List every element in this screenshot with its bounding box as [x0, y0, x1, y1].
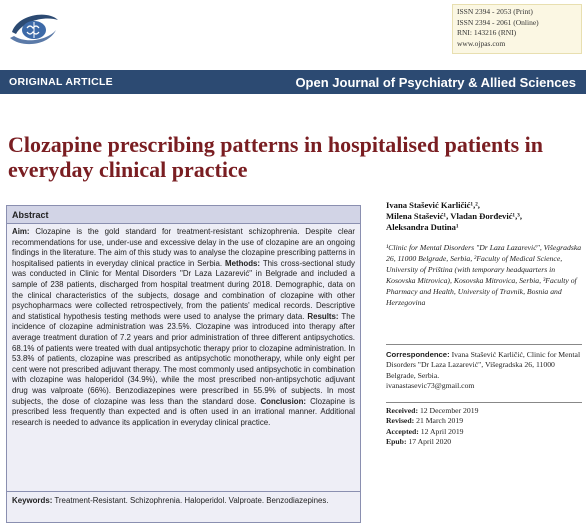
author-line-3: Aleksandra Dutina¹ — [386, 222, 459, 232]
article-title: Clozapine prescribing patterns in hospitalised patients in everyday clinical practice — [8, 132, 543, 182]
journal-website[interactable]: www.ojpas.com — [457, 38, 506, 48]
keywords — [12, 496, 355, 507]
correspondence-email[interactable]: ivanastasevic73@gmail.com — [386, 381, 475, 391]
correspondence — [386, 350, 582, 392]
journal-logo-icon — [8, 8, 60, 48]
article-type: ORIGINAL ARTICLE — [9, 76, 113, 88]
author-line-2: Milena Stašević¹, Vladan Đorđević¹,³, — [386, 211, 522, 221]
article-dates — [386, 406, 582, 448]
abstract-body — [7, 224, 360, 431]
aim-text: Clozapine is the gold standard for treatment-resistant schizophrenia. Despite clear recommendations for use, under-use and excessive delay in the use of clozapine are an ongoing findings in the literature. The aim of this study was to analyse the clozapine prescribing patterns in hospitalised patients in everyday clinical practice in Serbia. — [12, 227, 355, 268]
rni-number: RNI: 143216 (RNI) — [457, 28, 517, 37]
correspondence-text: Ivana Stašević Karličić, Clinic for Mental Disorders "Dr Laza Lazarević", Višegradska 26, 11000 Belgrade, Serbia. — [386, 350, 581, 380]
issn-box — [452, 4, 582, 54]
keywords-label: Keywords: — [12, 496, 53, 505]
methods-label: Methods: — [225, 258, 261, 268]
methods-text: This cross-sectional study was conducted in Clinic for Mental Disorders "Dr Laza Lazarević" in Belgrade and included a sample of 238 patients, discharged from hospital treatment during 2018. Demographic, data on the clinical characteristics of the subjects, dosage and combination of clozapine with other psychopharmacs were collected retrospectively, from the patients' medical records. Descriptive and statistical hypothesis testing methods were used to analyse the primary data. — [12, 258, 355, 321]
author-line-1: Ivana Stašević Karličić¹,², — [386, 200, 480, 210]
issn-online: ISSN 2394 - 2061 (Online) — [457, 17, 539, 27]
received-date: Received: 12 December 2019 — [386, 406, 479, 415]
results-text: The incidence of clozapine administration was 23.5%. Clozapine was introduced into therapy after average treatment duration of 7.2 years and prior administration of three different antipsychotics. 68.1% of patients were treated with dual antipsychotic therapy prior to clozapine administration. In 53.8% of patients, clozapine was prescribed as antipsychotic monotherapy, while only eight per cent were not prescribed adjuvant therapy. The most commonly used antipsychotic in combination with clozapine was haloperidol (34.9%), while the most prescribed non-antipsychotic adjuvant drug was valproate (66%). Benzodiazepines were prescribed in 55.9% of subjects. In most subjects, the dose of clozapine was less than the standard dose. — [12, 311, 355, 406]
divider — [386, 402, 582, 403]
abstract-box — [6, 205, 361, 523]
accepted-date: Accepted: 12 April 2019 — [386, 426, 464, 436]
conclusion-label: Conclusion: — [260, 396, 307, 406]
issn-print: ISSN 2394 - 2053 (Print) — [457, 7, 533, 16]
conclusion-text: Clozapine is prescribed less frequently than expected and is often used in an irrational manner. Additional research is needed to advance its application in everyday clinical practice. — [12, 396, 355, 427]
revised-date: Revised: 21 March 2019 — [386, 416, 464, 426]
results-label: Results: — [307, 311, 339, 321]
divider — [386, 344, 582, 345]
affiliations: ¹Clinic for Mental Disorders "Dr Laza Lazarević", Višegradska 26, 11000 Belgrade, Serbia, ²Faculty of Medical Science, University of Priština (with temporary headquarters in Kosovska Mitrovica), Kosovska Mitrovica, Serbia, ³Faculty of Pharmacy and Health, University of Travnik, Bosnia and Herzegovina — [386, 243, 582, 307]
correspondence-label: Correspondence: — [386, 350, 450, 359]
author-list — [386, 200, 582, 233]
keywords-divider — [7, 491, 360, 492]
journal-name: Open Journal of Psychiatry & Allied Sciences — [295, 74, 576, 90]
aim-label: Aim: — [12, 227, 30, 236]
keywords-text: Treatment-Resistant. Schizophrenia. Haloperidol. Valproate. Benzodiazepines. — [54, 496, 329, 505]
journal-banner — [0, 70, 586, 94]
epub-date: Epub: 17 April 2020 — [386, 437, 452, 447]
abstract-heading: Abstract — [7, 206, 360, 224]
